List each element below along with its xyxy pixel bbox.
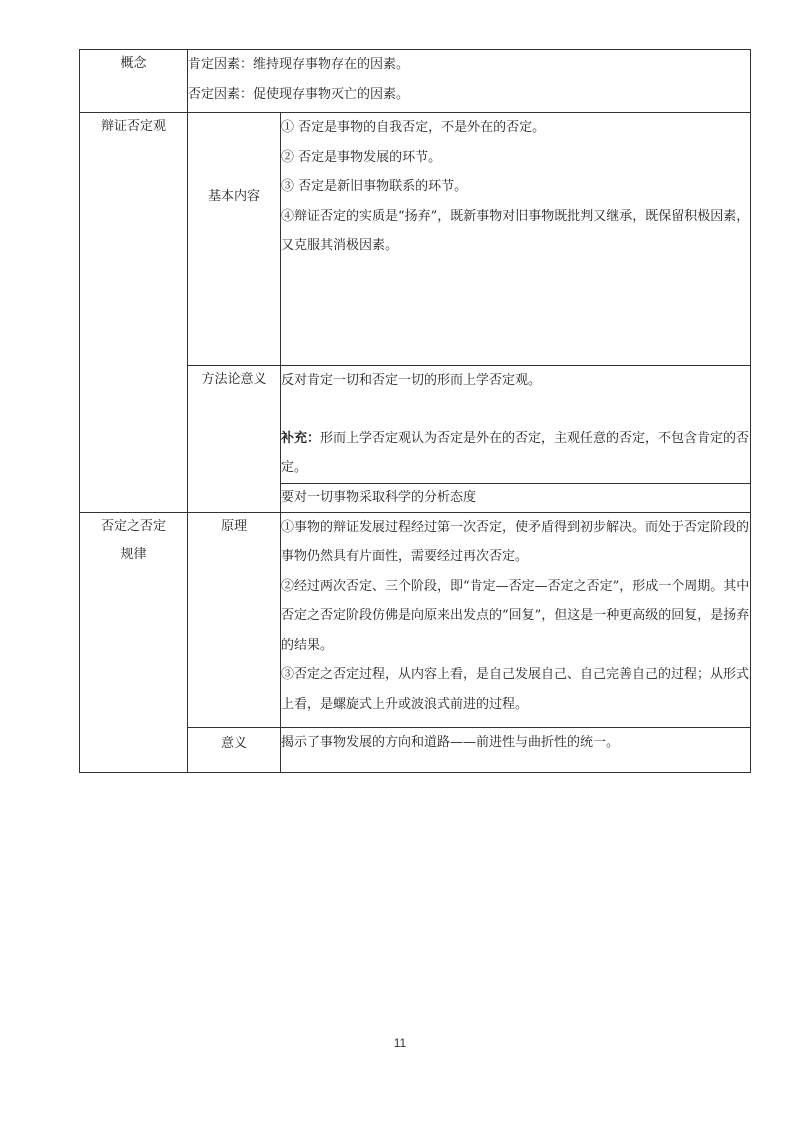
- supplement-paragraph: [281, 424, 750, 483]
- method-line-1: 反对肯定一切和否定一切的形而上学否定观。: [281, 373, 542, 388]
- concept-row: [80, 50, 751, 113]
- method-significance-label: 方法论意义: [188, 366, 281, 513]
- basic-line-2: ② 否定是事物发展的环节。: [281, 149, 442, 165]
- significance-text: 揭示了事物发展的方向和道路——前进性与曲折性的统一。: [281, 727, 751, 772]
- page-number: 11: [393, 1036, 407, 1050]
- principle-row: [80, 512, 751, 727]
- concept-line-negative: 否定因素：促使现存事物灭亡的因素。: [188, 87, 410, 102]
- dialectical-basic-row: [80, 113, 751, 366]
- method-line-2: 要对一切事物采取科学的分析态度: [281, 483, 751, 512]
- principle-content: [281, 512, 751, 727]
- concept-label: 概念: [80, 50, 188, 113]
- knowledge-table: [79, 49, 751, 773]
- basic-line-3: ③ 否定是新旧事物联系的环节。: [281, 179, 468, 194]
- supplement-label: 补充：: [281, 430, 321, 446]
- principle-para-2: ②经过两次否定、三个阶段，即“肯定—否定—否定之否定”，形成一个周期。其中否定之否定阶段仿佛是向原来出发点的“回复”，但这是一种更高级的回复，是扬弃的结果。: [281, 578, 750, 653]
- method-content: [281, 366, 751, 484]
- basic-content-label: 基本内容: [188, 113, 281, 366]
- basic-content: [281, 113, 751, 366]
- dialectical-negation-label: 辩证否定观: [80, 113, 188, 513]
- supplement-text: 形而上学否定观认为否定是外在的否定，主观任意的否定，不包含肯定的否定。: [281, 430, 750, 475]
- spacer: [281, 396, 750, 424]
- principle-para-1: ①事物的辩证发展过程经过第一次否定，使矛盾得到初步解决。而处于否定阶段的事物仍然具有片面性，需要经过再次否定。: [281, 519, 750, 564]
- principle-para-3: ③否定之否定过程，从内容上看，是自己发展自己、自己完善自己的过程；从形式上看，是螺旋式上升或波浪式前进的过程。: [281, 667, 750, 712]
- concept-content: [188, 50, 751, 113]
- concept-line-positive: 肯定因素：维持现存事物存在的因素。: [188, 57, 410, 72]
- negation-law-label: 否定之否定规律: [80, 512, 188, 772]
- significance-label: 意义: [188, 727, 281, 772]
- principle-label: 原理: [188, 512, 281, 727]
- basic-line-4: ④辩证否定的实质是“扬弃”，既新事物对旧事物既批判又继承，既保留积极因素，又克服其消极因素。: [281, 208, 750, 253]
- basic-line-1: ① 否定是事物的自我否定，不是外在的否定。: [281, 120, 546, 135]
